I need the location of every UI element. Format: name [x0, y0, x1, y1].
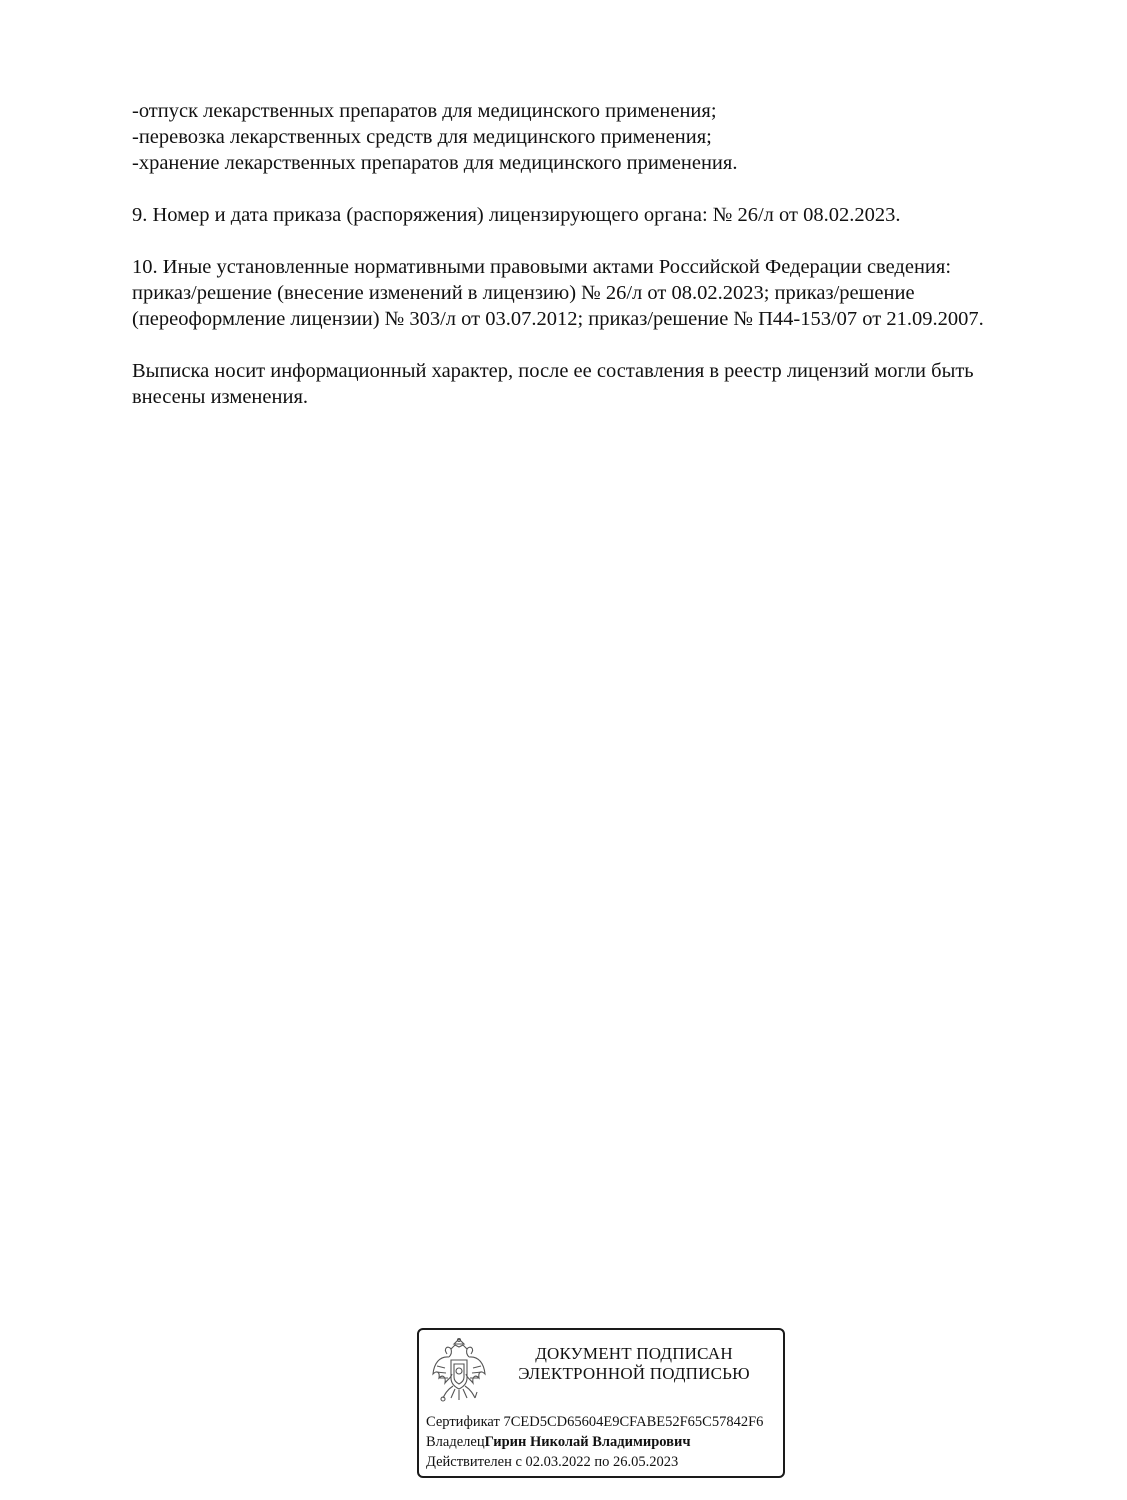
stamp-title-line: ЭЛЕКТРОННОЙ ПОДПИСЬЮ: [518, 1364, 750, 1383]
document-body: [132, 98, 1082, 410]
disclaimer-note: Выписка носит информационный характер, после ее составления в реестр лицензий могли быть: [132, 360, 974, 382]
validity-row: Действителен с 02.03.2022 по 26.05.2023: [426, 1454, 679, 1470]
stamp-details: [426, 1412, 785, 1472]
disclaimer-note: внесены изменения.: [132, 386, 308, 408]
certificate-value: 7CED5CD65604E9CFABE52F65C57842F6: [503, 1414, 764, 1430]
electronic-signature-stamp: [417, 1328, 785, 1478]
list-item: -отпуск лекарственных препаратов для медицинского применения;: [132, 100, 717, 122]
certificate-label: Сертификат: [426, 1414, 500, 1430]
owner-label: Владелец: [426, 1434, 485, 1450]
owner-name: Гирин Николай Владимирович: [484, 1434, 691, 1450]
owner-row: [426, 1432, 785, 1452]
item-10-line: (переоформление лицензии) № 303/л от 03.07.2012; приказ/решение № П44-153/07 от 21.09.2007.: [132, 308, 984, 330]
item-9-order-number: 9. Номер и дата приказа (распоряжения) лицензирующего органа: № 26/л от 08.02.2023.: [132, 204, 901, 226]
list-item: -перевозка лекарственных средств для медицинского применения;: [132, 126, 712, 148]
certificate-row: [426, 1412, 785, 1432]
stamp-title: [489, 1344, 779, 1384]
item-10-line: 10. Иные установленные нормативными правовыми актами Российской Федерации сведения:: [132, 256, 952, 278]
list-item: -хранение лекарственных препаратов для медицинского применения.: [132, 152, 738, 174]
item-10-line: приказ/решение (внесение изменений в лицензию) № 26/л от 08.02.2023; приказ/решение: [132, 282, 915, 304]
stamp-title-line: ДОКУМЕНТ ПОДПИСАН: [535, 1344, 733, 1363]
coat-of-arms-emblem-icon: [429, 1336, 489, 1406]
